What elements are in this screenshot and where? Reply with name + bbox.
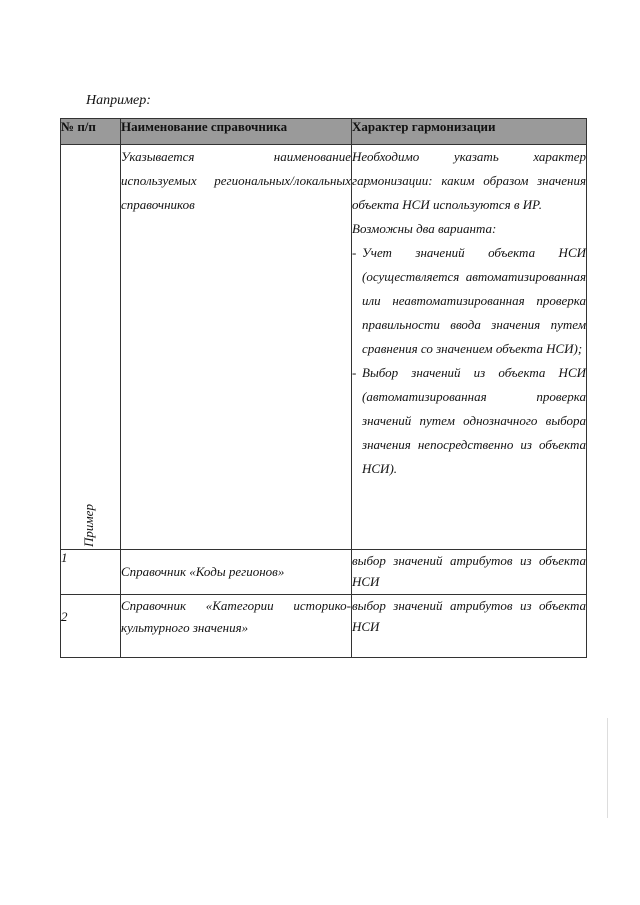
list-item bbox=[352, 241, 586, 361]
row-harmonization: выбор значений атрибутов из объекта НСИ bbox=[352, 550, 587, 595]
example-name-cell bbox=[121, 145, 352, 550]
table-row bbox=[61, 595, 587, 658]
harmonization-table bbox=[60, 118, 587, 658]
option-text: Учет значений объекта НСИ (осуществляется автоматизированная или неавтоматизированная проверка правильности ввода значения путем сравнения со значением объекта НСИ); bbox=[362, 245, 586, 356]
row-harmonization: выбор значений атрибутов из объекта НСИ bbox=[352, 595, 587, 658]
example-intro-1: Необходимо указать характер гармонизации: каким образом значения объекта НСИ используются в ИР. bbox=[352, 149, 586, 212]
row-name: Справочник «Коды регионов» bbox=[121, 550, 352, 595]
header-harmonization: Характер гармонизации bbox=[352, 119, 587, 145]
example-label: Пример bbox=[81, 504, 96, 547]
example-desc-cell bbox=[352, 145, 587, 550]
dash-bullet-icon: - bbox=[352, 245, 357, 260]
example-label-cell bbox=[61, 145, 121, 550]
scan-margin-line bbox=[607, 718, 608, 818]
example-name-text: Указывается наименование используемых региональных/локальных справочников bbox=[121, 149, 351, 212]
dash-bullet-icon: - bbox=[352, 365, 357, 380]
list-item bbox=[352, 361, 586, 481]
row-name: Справочник «Категории историко-культурного значения» bbox=[121, 595, 352, 658]
table-header-row bbox=[61, 119, 587, 145]
row-num: 1 bbox=[61, 550, 121, 595]
caption: Например: bbox=[86, 93, 151, 108]
row-num: 2 bbox=[61, 595, 121, 658]
example-row bbox=[61, 145, 587, 550]
option-text: Выбор значений из объекта НСИ (автоматизированная проверка значений путем однозначного выбора значения непосредственно из объекта НСИ). bbox=[362, 365, 586, 476]
example-intro-2: Возможны два варианта: bbox=[352, 221, 497, 236]
header-name: Наименование справочника bbox=[121, 119, 352, 145]
header-num: № п/п bbox=[61, 119, 121, 145]
table-row bbox=[61, 550, 587, 595]
